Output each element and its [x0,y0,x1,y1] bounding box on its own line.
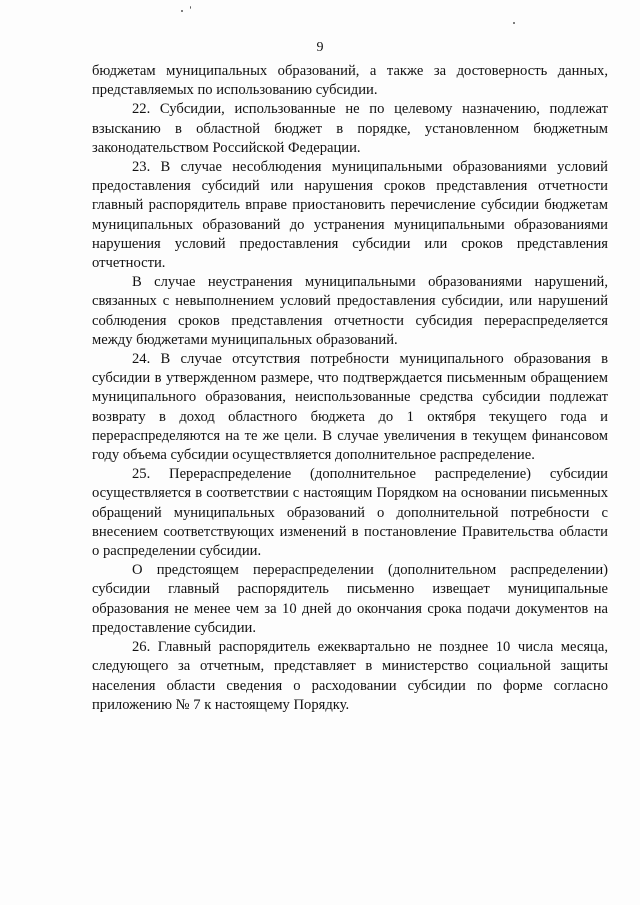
paragraph-item-26: 26. Главный распорядитель ежеквартально не позднее 10 числа месяца, следующего за отчетным, представляет в министерство социальной защиты населения области сведения о расходовании субсидии по форме согласно приложению № 7 к настоящему Порядку. [92,639,608,713]
paragraph-item-24: 24. В случае отсутствия потребности муниципального образования в субсидии в утвержденном размере, что подтверждается письменным обращением муниципального образования, неиспользованные средства субсидии подлежат возврату в доход областного бюджета до 1 октября текущего года и перераспределяются на те же цели. В случае увеличения в текущем финансовом году объема субсидии осуществляется дополнительное распределение. [92,351,608,464]
paragraph-continuation: бюджетам муниципальных образований, а также за достоверность данных, представляемых по использованию субсидии. [92,63,608,99]
paragraph-item-25-continued: О предстоящем перераспределении (дополнительном распределении) субсидии главный распорядитель письменно извещает муниципальные образования не менее чем за 10 дней до окончания срока подачи документов на предоставление субсидии. [92,562,608,636]
document-body [92,62,608,715]
scan-speck [190,6,191,9]
scan-speck [181,10,183,12]
paragraph-item-22: 22. Субсидии, использованные не по целевому назначению, подлежат взысканию в областной бюджет в порядке, установленном бюджетным законодательством Российской Федерации. [92,101,608,156]
page-number: 9 [316,40,324,55]
paragraph-item-23: 23. В случае несоблюдения муниципальными образованиями условий предоставления субсидий или нарушения сроков представления отчетности главный распорядитель вправе приостановить перечисление субсидии бюджетам муниципальных образований до устранения муниципальными образованиями нарушения условий предоставления субсидии или сроков представления отчетности. [92,159,608,272]
paragraph-item-23-continued: В случае неустранения муниципальными образованиями нарушений, связанных с невыполнением условий предоставления субсидии, или нарушений соблюдения сроков представления отчетности субсидия перераспределяется между бюджетами муниципальных образований. [92,274,608,348]
paragraph-item-25: 25. Перераспределение (дополнительное распределение) субсидии осуществляется в соответствии с настоящим Порядком на основании письменных обращений муниципальных образований о дополнительной потребности с внесением соответствующих изменений в постановление Правительства области о распределении субсидии. [92,466,608,560]
scan-speck [513,22,515,24]
